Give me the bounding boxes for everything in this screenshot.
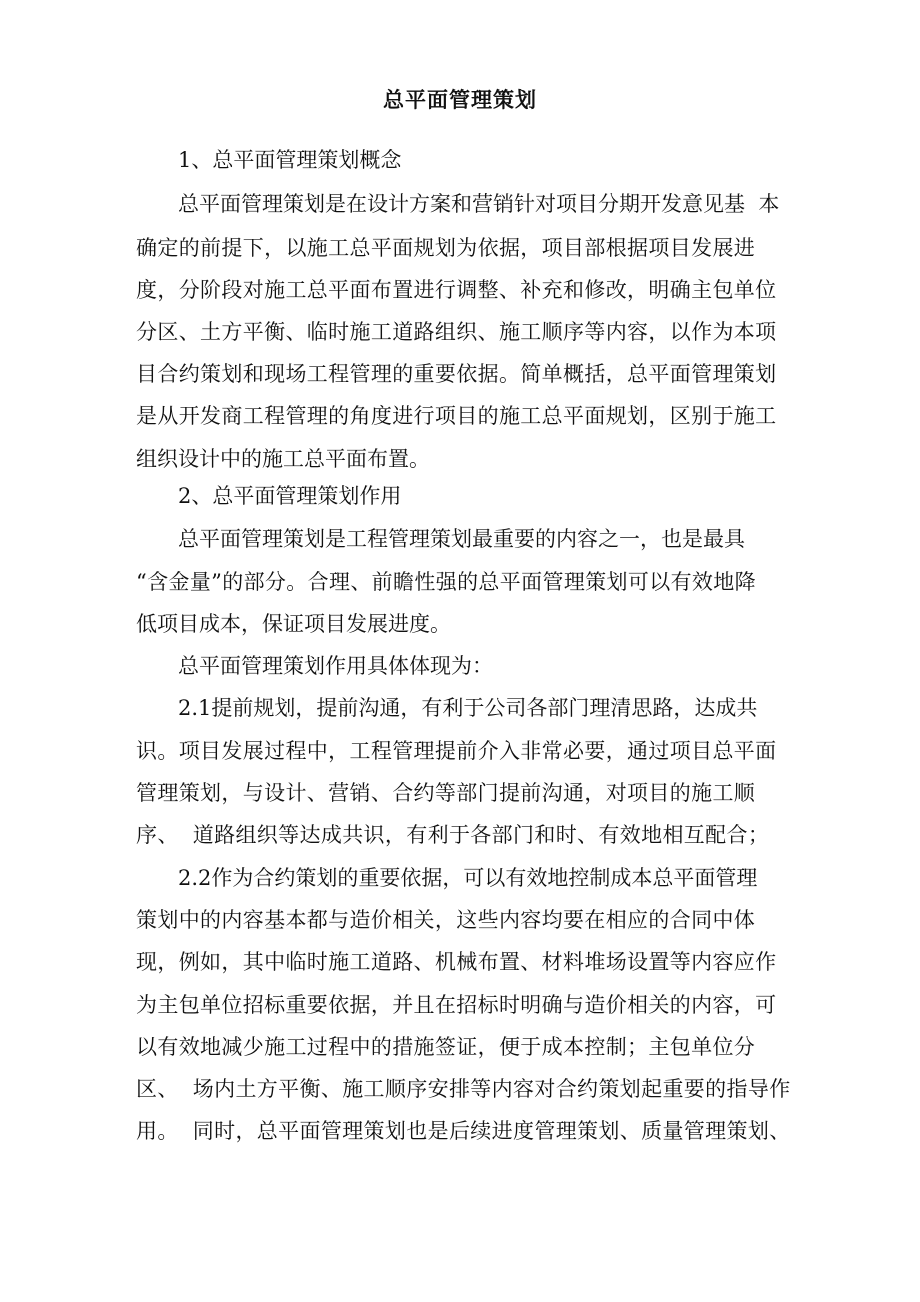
paragraph-line: 总平面管理策划作用具体体现为：	[178, 654, 493, 678]
list-item-2-1: 2.1提前规划，提前沟通，有利于公司各部门理清思路，达成共	[178, 696, 758, 720]
paragraph-line: 分区、土方平衡、临时施工道路组织、施工顺序等内容，以作为本项	[136, 320, 777, 344]
paragraph-line: 确定的前提下，以施工总平面规划为依据，项目部根据项目发展进	[136, 236, 756, 260]
paragraph-line: 组织设计中的施工总平面布置。	[136, 447, 430, 471]
paragraph-line: 以有效地减少施工过程中的措施签证，便于成本控制；主包单位分	[136, 1035, 756, 1059]
paragraph-line: 度，分阶段对施工总平面布置进行调整、补充和修改，明确主包单位	[136, 278, 777, 302]
paragraph-line: 用。 同时，总平面管理策划也是后续进度管理策划、质量管理策划、	[136, 1119, 791, 1143]
section-heading-1: 1、总平面管理策划概念	[178, 148, 402, 172]
paragraph-line: “含金量”的部分。合理、前瞻性强的总平面管理策划可以有效地降	[136, 570, 756, 594]
paragraph-line: 策划中的内容基本都与造价相关，这些内容均要在相应的合同中体	[136, 908, 756, 932]
paragraph-line: 是从开发商工程管理的角度进行项目的施工总平面规划，区别于施工	[136, 404, 777, 428]
section-heading-2: 2、总平面管理策划作用	[178, 484, 402, 508]
paragraph-line: 管理策划，与设计、营销、合约等部门提前沟通，对项目的施工顺	[136, 781, 756, 805]
paragraph-line: 低项目成本，保证项目发展进度。	[136, 612, 451, 636]
paragraph-line: 区、 场内土方平衡、施工顺序安排等内容对合约策划起重要的指导作	[136, 1077, 791, 1101]
document-title: 总平面管理策划	[383, 88, 537, 112]
paragraph-line: 为主包单位招标重要依据，并且在招标时明确与造价相关的内容，可	[136, 993, 777, 1017]
paragraph-line: 目合约策划和现场工程管理的重要依据。简单概括，总平面管理策划	[136, 362, 777, 386]
paragraph-line: 总平面管理策划是在设计方案和营销针对项目分期开发意见基 本	[178, 192, 780, 216]
paragraph-line: 序、 道路组织等达成共识，有利于各部门和时、有效地相互配合；	[136, 823, 770, 847]
list-item-2-2: 2.2作为合约策划的重要依据，可以有效地控制成本总平面管理	[178, 866, 758, 890]
paragraph-line: 总平面管理策划是工程管理策划最重要的内容之一，也是最具	[178, 527, 745, 551]
paragraph-line: 识。项目发展过程中，工程管理提前介入非常必要，通过项目总平面	[136, 739, 777, 763]
paragraph-line: 现，例如，其中临时施工道路、机械布置、材料堆场设置等内容应作	[136, 950, 777, 974]
